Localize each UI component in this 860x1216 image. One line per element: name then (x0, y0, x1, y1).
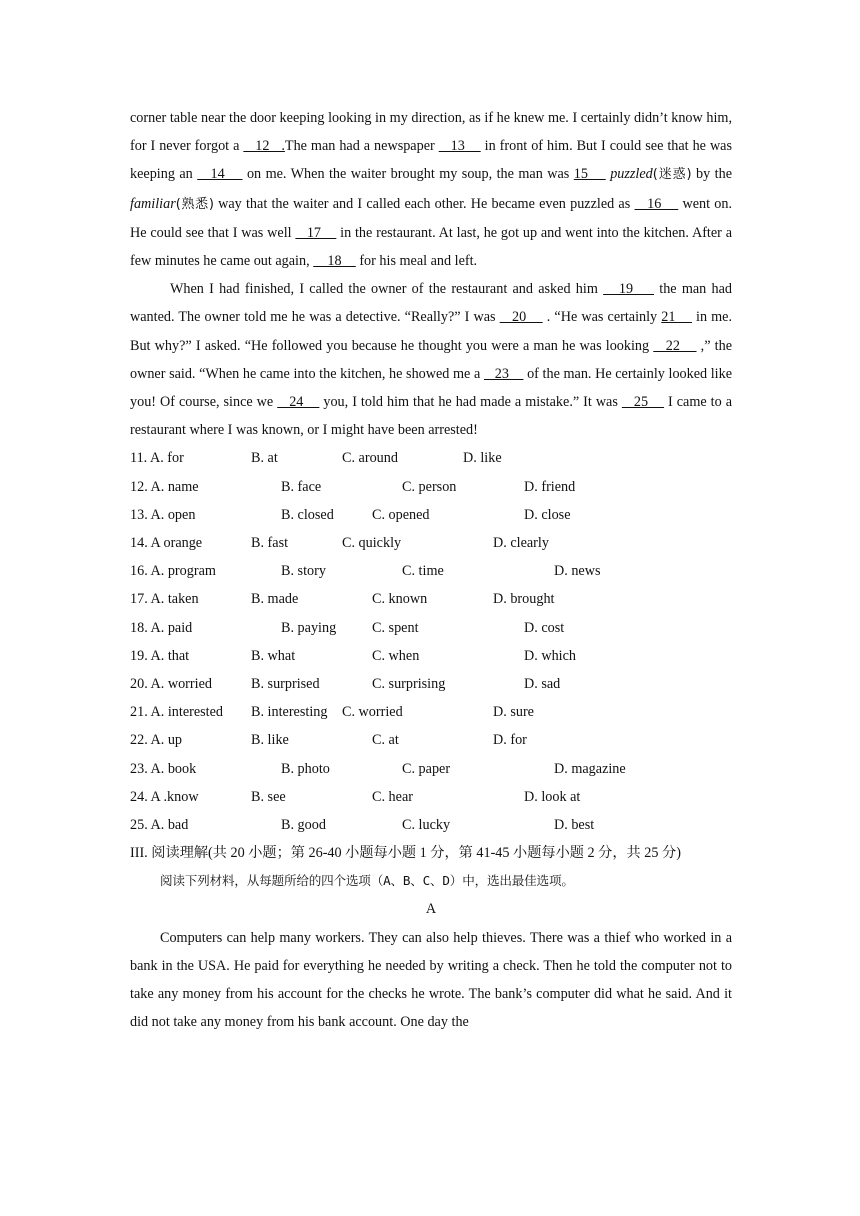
option-row-20 (130, 670, 732, 698)
word-puzzled: puzzled (610, 166, 653, 183)
option-question: 16. A. program (130, 563, 216, 580)
passage-text: . “He was certainly (542, 309, 662, 326)
option-row-17 (130, 585, 732, 613)
option-d: D. sad (524, 675, 561, 692)
passage-text: The man had a newspaper (284, 138, 439, 155)
option-d: D. friend (524, 478, 576, 495)
exam-page (130, 104, 732, 1036)
option-question: 12. A. name (130, 478, 199, 495)
option-b: B. like (251, 732, 289, 749)
blank-14: 14 (197, 166, 243, 183)
option-question: 20. A. worried (130, 675, 212, 692)
blank-12: 12 . (243, 138, 285, 155)
option-b: B. fast (251, 535, 289, 551)
option-d: D. cost (524, 619, 565, 636)
word-familiar: familiar (130, 195, 176, 212)
option-c: C. worried (342, 704, 403, 721)
blank-20: 20 (499, 309, 543, 326)
section-instruction: 阅读下列材料，从每题所给的四个选项（A、B、C、D）中，选出最佳选项。 (160, 873, 574, 889)
option-c: C. paper (402, 760, 451, 777)
option-row-22 (130, 726, 732, 754)
option-b: B. what (251, 647, 296, 664)
option-c: C. time (402, 563, 444, 580)
option-row-12 (130, 473, 732, 501)
option-d: D. like (463, 450, 502, 467)
option-row-23 (130, 755, 732, 783)
option-question: 17. A. taken (130, 591, 199, 608)
option-c: C. when (372, 647, 420, 664)
option-question: 14. A orange (130, 535, 203, 551)
option-d: D. which (524, 647, 577, 664)
option-d: D. sure (493, 704, 534, 721)
option-c: C. spent (372, 619, 419, 636)
option-c: C. opened (372, 506, 430, 523)
passage-paragraph-1 (130, 104, 732, 275)
passage-text: way that the waiter and I called each other. He became even puzzled as (213, 195, 635, 212)
option-c: C. at (372, 732, 399, 749)
option-b: B. photo (281, 760, 330, 777)
option-question: 22. A. up (130, 732, 183, 749)
option-question: 19. A. that (130, 647, 190, 664)
option-question: 23. A. book (130, 760, 197, 777)
option-b: B. at (251, 450, 278, 467)
blank-19: 19 (603, 281, 655, 298)
passage-text: of the man. He certainly looked like you! Of course, since we (130, 365, 733, 411)
option-c: C. hear (372, 788, 413, 805)
option-b: B. face (281, 478, 322, 495)
option-question: 18. A. paid (130, 619, 193, 636)
option-b: B. good (281, 816, 326, 833)
passage-text: When I had finished, I called the owner of the restaurant and asked him (170, 281, 604, 298)
options-list (130, 444, 732, 839)
option-question: 11. A. for (130, 450, 184, 467)
option-c: C. known (372, 591, 428, 608)
option-row-16 (130, 557, 732, 585)
blank-21: 21 (661, 309, 692, 326)
blank-24: 24 (277, 394, 320, 411)
option-question: 21. A. interested (130, 704, 223, 721)
blank-25: 25 (621, 394, 665, 411)
gloss-puzzled: (迷惑) (652, 167, 692, 183)
option-b: B. interesting (251, 704, 328, 721)
passage-text: in me. But why?” I asked. “He followed you because he thought you were a man he was looking (130, 309, 733, 354)
option-c: C. lucky (402, 816, 451, 833)
option-question: 13. A. open (130, 506, 196, 523)
option-b: B. closed (281, 506, 334, 523)
option-d: D. look at (524, 788, 581, 805)
passage-text: for his meal and left. (355, 253, 478, 270)
blank-16: 16 (634, 195, 679, 212)
option-row-11 (130, 444, 732, 472)
passage-text: by the (691, 166, 733, 183)
blank-15: 15 (573, 166, 606, 183)
option-d: D. for (493, 732, 527, 749)
option-b: B. made (251, 591, 299, 608)
passage-text: on me. When the waiter brought my soup, the man was (242, 166, 574, 183)
option-d: D. best (554, 816, 595, 833)
option-c: C. quickly (342, 535, 402, 551)
section-heading: III. 阅读理解(共 20 小题；第 26-40 小题每小题 1 分，第 41-45 小题每小题 2 分，共 25 分) (130, 845, 681, 862)
blank-22: 22 (653, 337, 697, 354)
option-d: D. brought (493, 591, 555, 608)
option-row-21 (130, 698, 732, 726)
blank-17: 17 (295, 224, 337, 241)
passage-text: in the restaurant. At last, he got up and went into the kitchen. After a few minutes he came out again, (130, 224, 733, 270)
passage-text: I came to a restaurant where I was known, or I might have been arrested! (130, 394, 732, 439)
blank-18: 18 (313, 253, 356, 270)
option-question: 25. A. bad (130, 816, 189, 833)
option-b: B. see (251, 788, 286, 805)
option-b: B. surprised (251, 675, 320, 692)
gloss-familiar: (熟悉) (175, 196, 214, 212)
option-b: B. story (281, 563, 326, 580)
option-c: C. person (402, 478, 457, 495)
option-c: C. around (342, 450, 398, 467)
option-d: D. close (524, 506, 571, 523)
passage-paragraph-2 (130, 275, 732, 444)
option-d: D. magazine (554, 760, 626, 777)
option-d: D. clearly (493, 535, 549, 551)
passage-text: you, I told him that he had made a mistake.” It was (319, 394, 622, 411)
passage-text: ,” the owner said. “When he came into the kitchen, he showed me a (130, 337, 733, 382)
option-row-24 (130, 783, 732, 811)
option-c: C. surprising (372, 675, 446, 692)
option-row-14 (130, 529, 732, 557)
blank-23: 23 (483, 365, 524, 382)
option-row-19 (130, 642, 732, 670)
passage-text: in front of him. But I could see that he was keeping an (130, 138, 733, 183)
option-d: D. news (554, 563, 601, 580)
passage-text: went on. He could see that I was well (130, 195, 732, 241)
passage-letter: A (425, 901, 437, 918)
passage-text: corner table near the door keeping looking in my direction, as if he knew me. I certainly didn’t know him, for I never forgot a (130, 110, 732, 155)
option-b: B. paying (281, 619, 337, 636)
option-question: 24. A .know (130, 788, 199, 805)
option-row-18 (130, 614, 732, 642)
blank-13: 13 (438, 138, 481, 155)
option-row-25 (130, 811, 732, 839)
passage-text: the man had wanted. The owner told me he was a detective. “Really?” I was (130, 281, 732, 326)
reading-passage-a: Computers can help many workers. They can also help thieves. There was a thief who worked in a bank in the USA. He paid for everything he needed by writing a check. Then he told the computer not to take any money from his account for the checks he wrote. The bank’s computer did what he said. And it did not take any money from his bank account. One day the (130, 929, 732, 1031)
option-row-13 (130, 501, 732, 529)
